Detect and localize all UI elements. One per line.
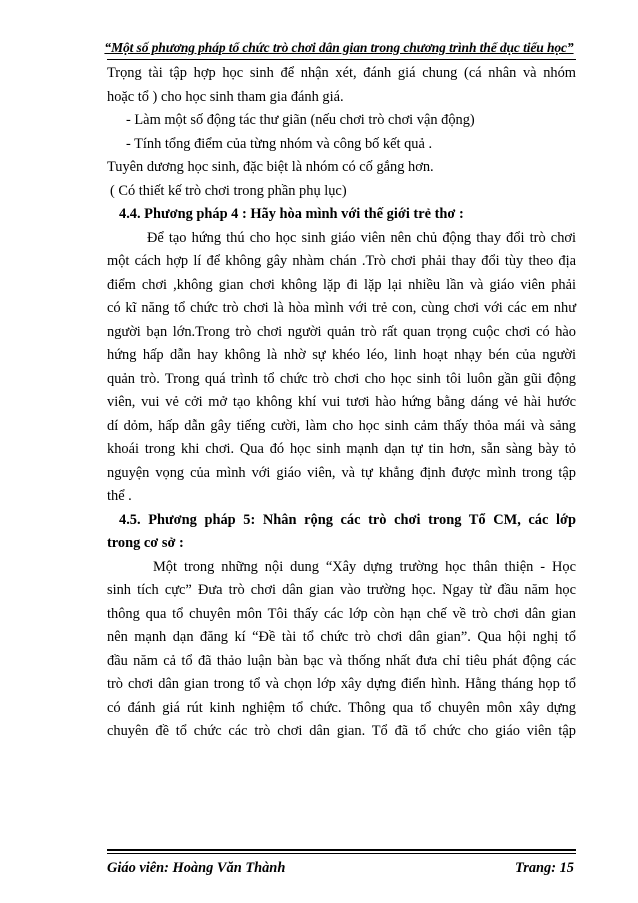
- header-divider: [107, 59, 576, 60]
- body-line: chuyên đề tổ chức các trò chơi dân gian. Tổ đã tổ chức cho giáo viên tập: [107, 723, 576, 739]
- body-line: sinh tích cực” Đưa trò chơi dân gian vào trường học. Ngay từ đầu năm học: [107, 582, 576, 598]
- body-line: Trọng tài tập hợp học sinh để nhận xét, đánh giá chung (cá nhân và nhóm: [107, 65, 576, 81]
- body-line: khoái trong khi chơi. Qua đó học sinh mạnh dạn tự tin hơn, sẵn sàng bày tỏ: [107, 441, 576, 457]
- body-line: quản trò. Trong quá trình tổ chức trò chơi cho học sinh tôi luôn gần gũi động: [107, 370, 576, 387]
- page-header-title: “Một số phương pháp tổ chức trò chơi dân gian trong chương trình thể dục tiểu học”: [104, 40, 574, 55]
- body-line: nguyện vọng của mình với giáo viên, và tự khẳng định được mình trong tập: [107, 464, 576, 481]
- footer-divider-thick: [107, 849, 576, 851]
- body-line: một cách hợp lí để không gây nhàm chán .Trò chơi phải thay đổi tùy theo địa: [107, 253, 576, 269]
- body-line: có đánh giá rút kinh nghiệm tổ chức. Thông qua tổ chuyên môn xây dựng: [107, 699, 576, 716]
- bullet-line: - Làm một số động tác thư giãn (nếu chơi trò chơi vận động): [126, 112, 475, 128]
- section-heading-4-4: 4.4. Phương pháp 4 : Hãy hòa mình với thế giới trẻ thơ :: [119, 206, 464, 222]
- body-line: ( Có thiết kế trò chơi trong phần phụ lục): [110, 182, 347, 199]
- body-line: đầu năm cả tổ đã thảo luận bàn bạc và thống nhất đưa chỉ tiêu phát động các: [107, 652, 576, 669]
- body-line: dí dỏm, hấp dẫn gây tiếng cười, làm cho học sinh cảm thấy thỏa mái và sảng: [107, 417, 576, 434]
- body-line: Để tạo hứng thú cho học sinh giáo viên nên chủ động thay đổi trò chơi: [147, 229, 576, 246]
- body-line: điểm chơi ,không gian chơi không lặp đi lặp lại nhiều lần và giáo viên phải: [107, 276, 576, 293]
- body-line: Tuyên dương học sinh, đặc biệt là nhóm có cố gắng hơn.: [107, 159, 434, 175]
- body-line: Một trong những nội dung “Xây dựng trường học thân thiện - Học: [153, 558, 576, 575]
- body-line: trò chơi dân gian trong tổ và chọn lớp xây dựng điển hình. Hằng tháng họp tổ: [107, 676, 576, 692]
- body-line: hứng hấp dẫn hay không là nhờ sự khéo léo, linh hoạt nhạy bén của người: [107, 347, 576, 363]
- footer-author: Giáo viên: Hoàng Văn Thành: [107, 860, 286, 876]
- body-line: nên mạnh dạn đăng kí “Đề tài tổ chức trò chơi dân gian”. Qua hội nghị tổ: [107, 629, 576, 645]
- section-heading-4-5-cont: trong cơ sở :: [107, 535, 184, 551]
- body-line: hoặc tổ ) cho học sinh tham gia đánh giá.: [107, 88, 344, 105]
- body-line: người bạn lớn.Trong trò chơi người quản trò rất quan trọng cuộc chơi có hào: [107, 323, 576, 340]
- document-body: [107, 62, 576, 744]
- footer-divider-thin: [107, 853, 576, 854]
- footer-page-number: Trang: 15: [514, 860, 574, 876]
- body-line: thể .: [107, 488, 132, 504]
- section-heading-4-5: 4.5. Phương pháp 5: Nhân rộng các trò chơi trong Tổ CM, các lớp: [119, 511, 576, 528]
- body-line: viên, vui vẻ cởi mở tạo không khí vui tươi hào hứng bằng dáng vẻ hài hước: [107, 394, 576, 410]
- body-line: thông qua tổ chuyên môn Tôi thấy các lớp còn hạn chế về trò chơi dân gian: [107, 605, 576, 622]
- bullet-line: - Tính tổng điểm của từng nhóm và công bố kết quả .: [126, 135, 433, 152]
- body-line: có kĩ năng tổ chức trò chơi là hòa mình với trẻ con, cùng chơi với các em như: [107, 300, 576, 316]
